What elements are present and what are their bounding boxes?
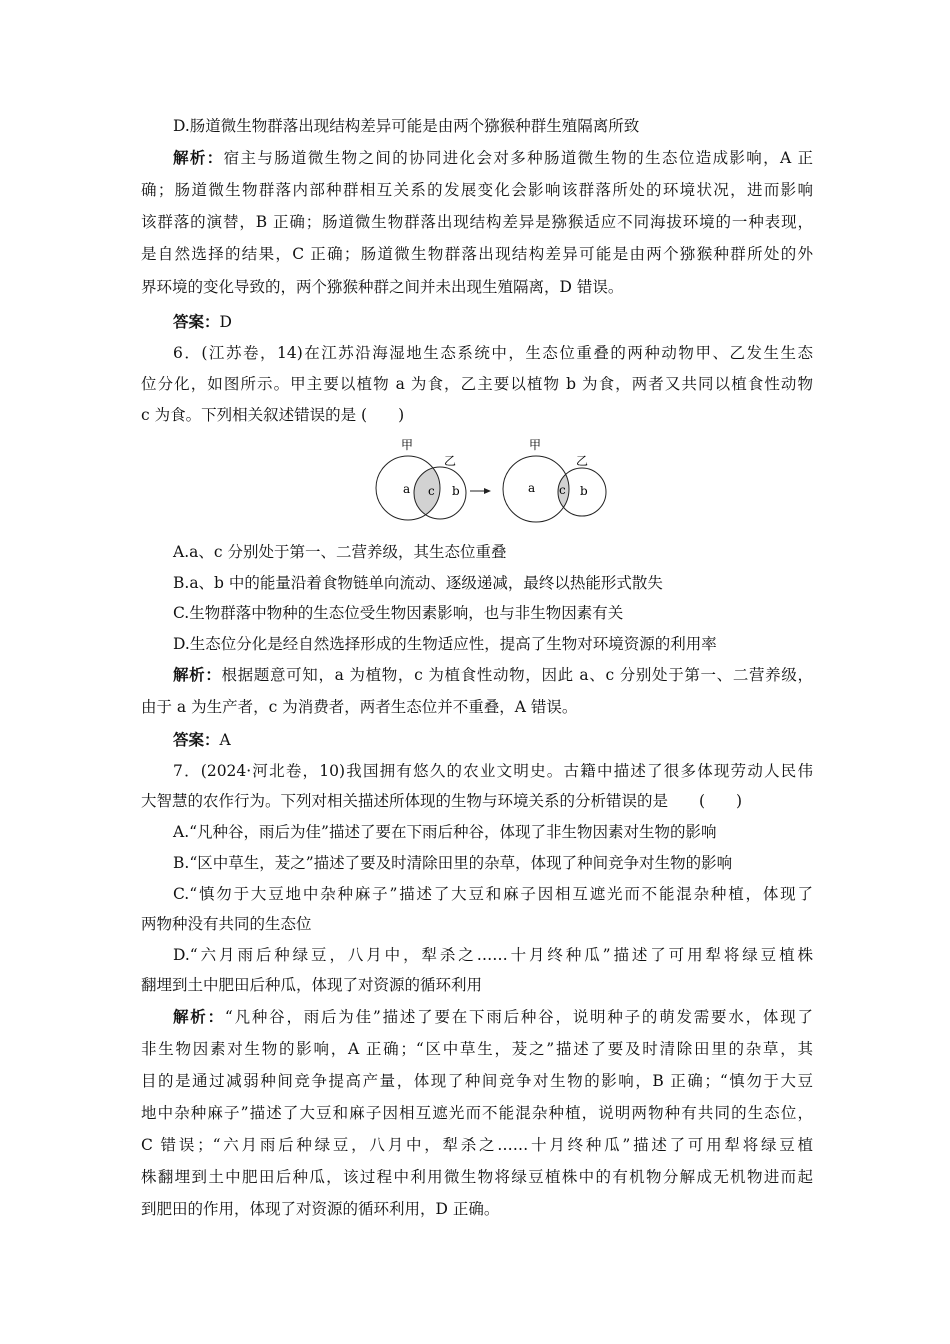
answer-label: 答案： <box>173 312 220 331</box>
diagram-before <box>376 438 466 520</box>
question-6-line2: 位分化，如图所示。甲主要以植物 a 为食，乙主要以植物 b 为食，两者又共同以植食性动物 <box>141 375 813 393</box>
label-c-left: c <box>428 484 435 498</box>
label-a-left: a <box>403 482 411 496</box>
option-c-q7-line1: C.“慎勿于大豆地中杂种麻子”描述了大豆和麻子因相互遮光而不能混杂种植，体现了 <box>173 885 813 903</box>
label-yi-left: 乙 <box>444 454 457 468</box>
label-yi-right: 乙 <box>576 454 589 468</box>
analysis-q6-line2: 由于 a 为生产者，c 为消费者，两者生态位并不重叠，A 错误。 <box>141 698 578 716</box>
label-c-right: c <box>559 483 566 497</box>
option-d-q6: D.生态位分化是经自然选择形成的生物适应性，提高了生物对环境资源的利用率 <box>173 635 717 653</box>
question-7-line2: 大智慧的农作行为。下列对相关描述所体现的生物与环境关系的分析错误的是 ( ) <box>141 792 743 810</box>
answer-q5: 答案：D <box>173 312 232 331</box>
option-d-q7-line1: D.“六月雨后种绿豆，八月中，犁杀之……十月终种瓜”描述了可用犁将绿豆植株 <box>173 946 813 964</box>
analysis-q7-line2: 非生物因素对生物的影响，A 正确；“区中草生，茇之”描述了要及时清除田里的杂草，其 <box>141 1040 813 1058</box>
diagram-after <box>503 438 606 522</box>
analysis-q5-line3: 该群落的演替，B 正确；肠道微生物群落出现结构差异是猕猴适应不同海拔环境的一种表现， <box>141 213 813 231</box>
analysis-label: 解析： <box>173 148 224 167</box>
analysis-q7-line7: 到肥田的作用，体现了对资源的循环利用，D 正确。 <box>141 1200 500 1218</box>
option-c-q7-line2: 两物种没有共同的生态位 <box>141 915 312 933</box>
option-d-q7-line2: 翻埋到土中肥田后种瓜，体现了对资源的循环利用 <box>141 976 483 994</box>
analysis-q7-line5: C 错误；“六月雨后种绿豆，八月中，犁杀之……十月终种瓜”描述了可用犁将绿豆植 <box>141 1136 813 1154</box>
option-b-q6: B.a、b 中的能量沿着食物链单向流动、逐级递减，最终以热能形式散失 <box>173 574 663 592</box>
option-c-q6: C.生物群落中物种的生态位受生物因素影响，也与非生物因素有关 <box>173 604 624 622</box>
label-a-right: a <box>528 481 536 495</box>
analysis-q5-line5: 界环境的变化导致的，两个猕猴种群之间并未出现生殖隔离，D 错误。 <box>141 278 624 296</box>
label-b-right: b <box>580 484 588 498</box>
analysis-q7-line1: 解析：“凡种谷，雨后为佳”描述了要在下雨后种谷，说明种子的萌发需要水，体现了 <box>173 1007 813 1026</box>
analysis-q6-line1: 解析：根据题意可知，a 为植物，c 为植食性动物，因此 a、c 分别处于第一、二营养级， <box>173 665 813 684</box>
analysis-q7-line4: 地中杂种麻子”描述了大豆和麻子因相互遮光而不能混杂种植，说明两物种有共同的生态位， <box>141 1104 813 1122</box>
label-b-left: b <box>452 484 460 498</box>
analysis-q7-line6: 株翻埋到土中肥田后种瓜，该过程中利用微生物将绿豆植株中的有机物分解成无机物进而起 <box>141 1168 813 1186</box>
arrow-icon <box>470 488 491 494</box>
question-7-line1: 7．(2024·河北卷，10)我国拥有悠久的农业文明史。古籍中描述了很多体现劳动人民伟 <box>173 762 813 780</box>
niche-differentiation-figure <box>370 432 610 532</box>
analysis-q5-line4: 是自然选择的结果，C 正确；肠道微生物群落出现结构差异可能是由两个猕猴种群所处的外 <box>141 245 813 263</box>
analysis-q5-line1: 解析：宿主与肠道微生物之间的协同进化会对多种肠道微生物的生态位造成影响，A 正 <box>173 148 813 167</box>
label-jia-left: 甲 <box>401 438 414 452</box>
answer-q6: 答案：A <box>173 730 231 749</box>
option-a-q7: A.“凡种谷，雨后为佳”描述了要在下雨后种谷，体现了非生物因素对生物的影响 <box>173 823 717 841</box>
question-6-line1: 6．(江苏卷，14)在江苏沿海湿地生态系统中，生态位重叠的两种动物甲、乙发生生态 <box>173 344 813 362</box>
question-6-line3: c 为食。下列相关叙述错误的是 ( ) <box>141 406 405 424</box>
analysis-q7-line3: 目的是通过减弱种间竞争提高产量，体现了种间竞争对生物的影响，B 正确；“慎勿于大豆 <box>141 1072 813 1090</box>
label-jia-right: 甲 <box>529 438 542 452</box>
option-a-q6: A.a、c 分别处于第一、二营养级，其生态位重叠 <box>173 543 507 561</box>
analysis-q5-line2: 确；肠道微生物群落内部种群相互关系的发展变化会影响该群落所处的环境状况，进而影响 <box>141 181 813 199</box>
option-b-q7: B.“区中草生，茇之”描述了要及时清除田里的杂草，体现了种间竞争对生物的影响 <box>173 854 733 872</box>
option-d-q5: D.肠道微生物群落出现结构差异可能是由两个猕猴种群生殖隔离所致 <box>173 117 640 135</box>
